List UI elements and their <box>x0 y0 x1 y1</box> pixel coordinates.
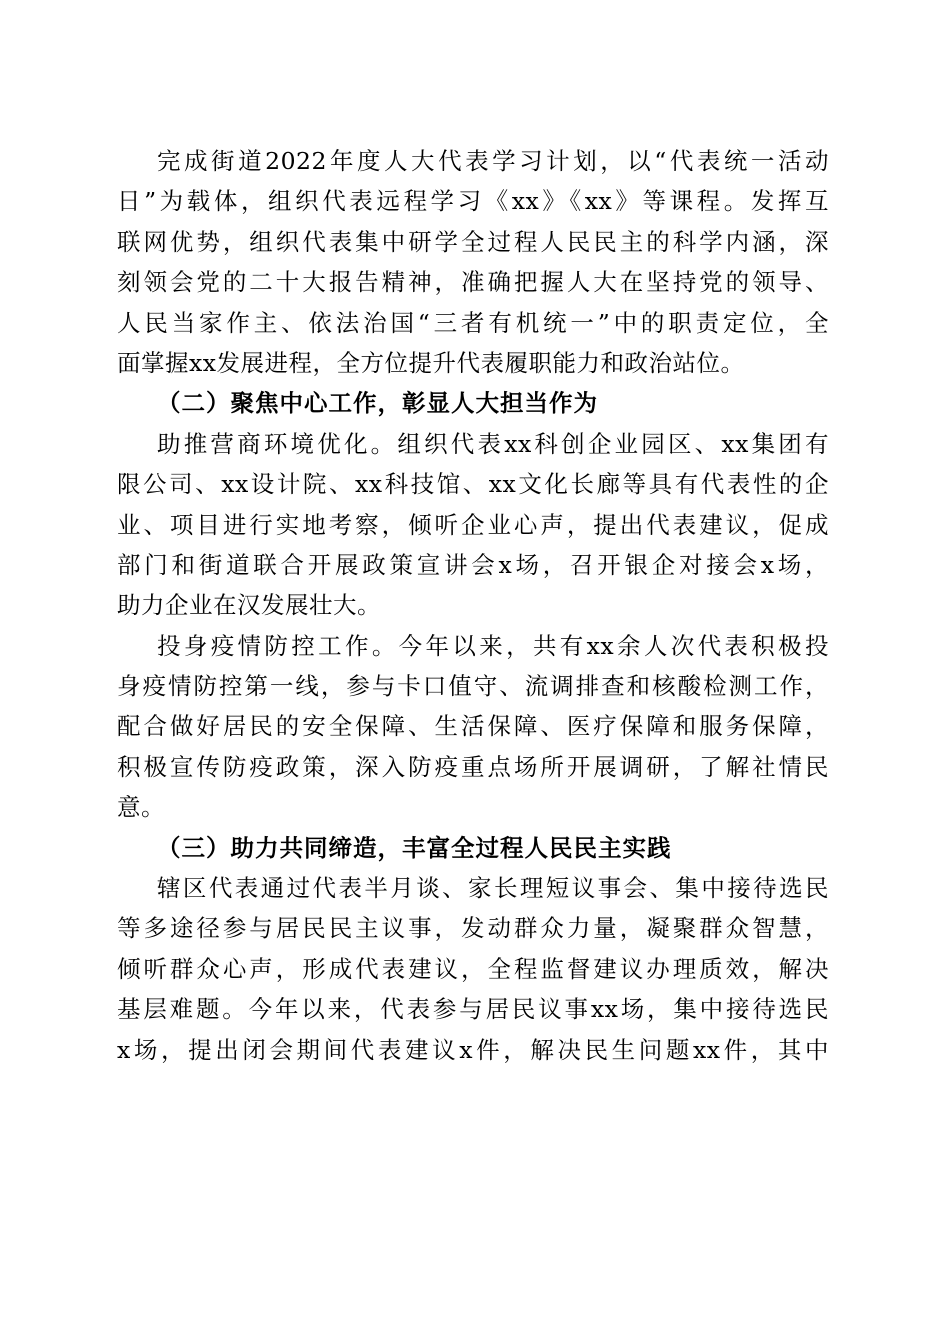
paragraph-line: 部门和街道联合开展政策宣讲会x场，召开银企对接会x场， <box>117 550 829 579</box>
paragraph-line: 刻领会党的二十大报告精神，准确把握人大在坚持党的领导、 <box>117 268 829 297</box>
paragraph-line: 倾听群众心声，形成代表建议，全程监督建议办理质效，解决 <box>117 954 829 983</box>
paragraph-line: 限公司、xx设计院、xx科技馆、xx文化长廊等具有代表性的企 <box>117 470 829 499</box>
paragraph-line: 意。 <box>117 793 165 822</box>
document-body <box>117 141 829 1070</box>
paragraph-line: 等多途径参与居民民主议事，发动群众力量，凝聚群众智慧， <box>117 914 829 943</box>
paragraph <box>117 626 829 828</box>
paragraph-line: x场，提出闭会期间代表建议x件，解决民生问题xx件，其中 <box>117 1035 829 1064</box>
paragraph-line: 辖区代表通过代表半月谈、家长理短议事会、集中接待选民 <box>157 874 829 903</box>
paragraph-line: 面掌握xx发展进程，全方位提升代表履职能力和政治站位。 <box>117 348 745 377</box>
paragraph-line: 配合做好居民的安全保障、生活保障、医疗保障和服务保障， <box>117 712 829 741</box>
paragraph <box>117 424 829 626</box>
paragraph-line: 联网优势，组织代表集中研学全过程人民民主的科学内涵，深 <box>117 227 829 256</box>
paragraph-line: 人民当家作主、依法治国“三者有机统一”中的职责定位，全 <box>117 308 829 337</box>
section-heading: （三）助力共同缔造，丰富全过程人民民主实践 <box>157 833 672 862</box>
paragraph-line: 助推营商环境优化。组织代表xx科创企业园区、xx集团有 <box>157 429 829 458</box>
paragraph-line: 基层难题。今年以来，代表参与居民议事xx场，集中接待选民 <box>117 995 829 1024</box>
paragraph <box>117 141 829 383</box>
paragraph-line: 日”为载体，组织代表远程学习《xx》《xx》等课程。发挥互 <box>117 187 829 216</box>
paragraph-line: 完成街道2022年度人大代表学习计划，以“代表统一活动 <box>157 147 829 175</box>
section-heading: （二）聚焦中心工作，彰显人大担当作为 <box>157 389 598 418</box>
paragraph-line: 助力企业在汉发展壮大。 <box>117 591 381 620</box>
paragraph-line: 积极宣传防疫政策，深入防疫重点场所开展调研，了解社情民 <box>117 752 829 781</box>
paragraph <box>117 868 829 1070</box>
paragraph-line: 投身疫情防控工作。今年以来，共有xx余人次代表积极投 <box>157 631 829 660</box>
paragraph-line: 身疫情防控第一线，参与卡口值守、流调排查和核酸检测工作， <box>117 672 829 701</box>
paragraph-line: 业、项目进行实地考察，倾听企业心声，提出代表建议，促成 <box>117 510 829 539</box>
